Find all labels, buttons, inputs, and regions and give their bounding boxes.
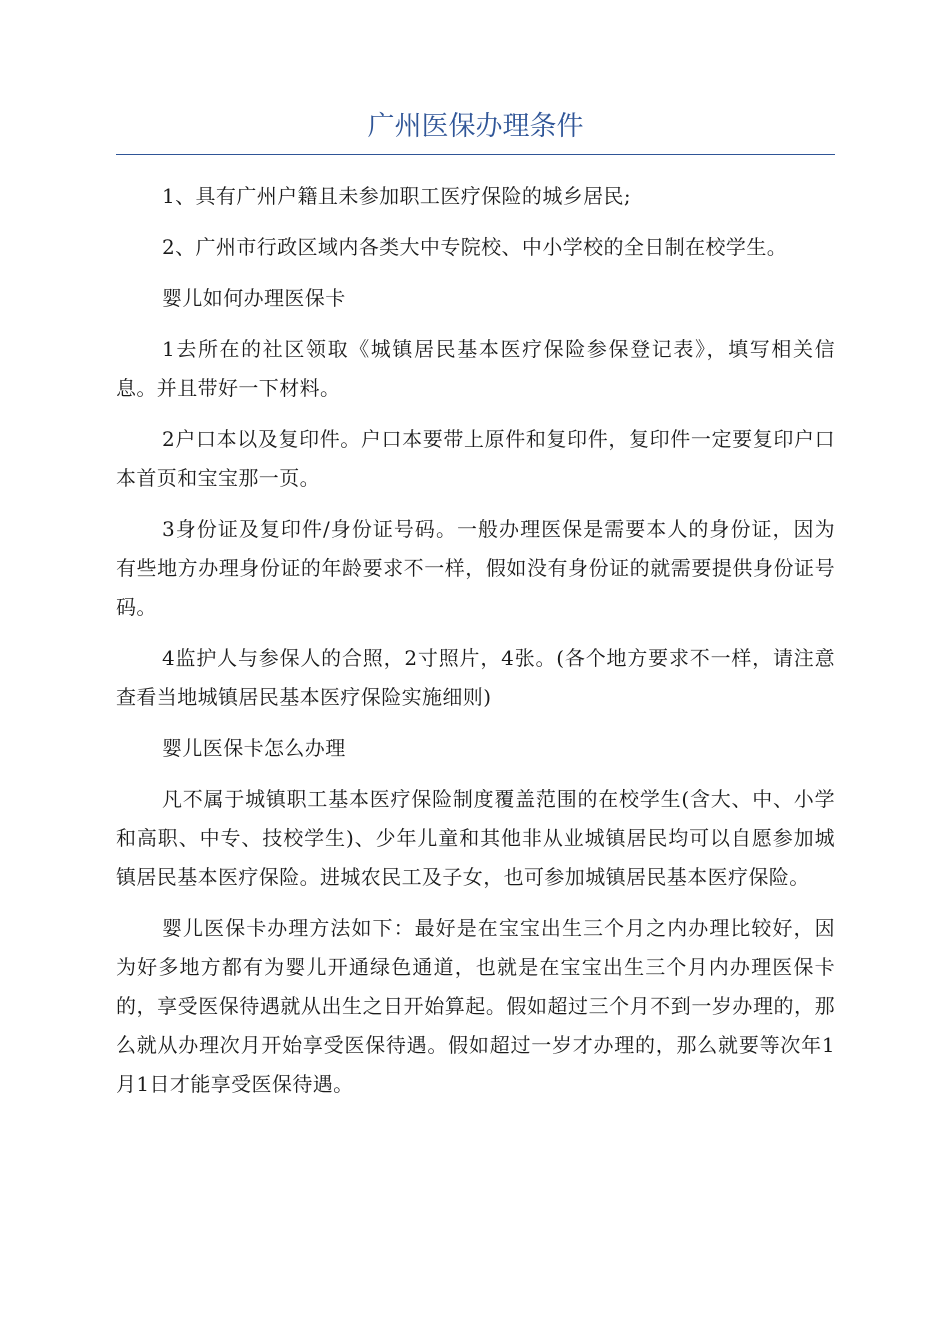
document-title: 广州医保办理条件 bbox=[116, 108, 835, 155]
paragraph-step-3: 3身份证及复印件/身份证号码。一般办理医保是需要本人的身份证，因为有些地方办理身份证的年龄要求不一样，假如没有身份证的就需要提供身份证号码。 bbox=[116, 517, 835, 619]
section-heading-infant-card: 婴儿如何办理医保卡 bbox=[162, 286, 346, 310]
paragraph-condition-1: 1、具有广州户籍且未参加职工医疗保险的城乡居民; bbox=[162, 184, 632, 208]
paragraph-condition-2: 2、广州市行政区域内各类大中专院校、中小学校的全日制在校学生。 bbox=[162, 235, 788, 259]
paragraph-method: 婴儿医保卡办理方法如下：最好是在宝宝出生三个月之内办理比较好，因为好多地方都有为婴儿开通绿色通道，也就是在宝宝出生三个月内办理医保卡的，享受医保待遇就从出生之日开始算起。假如超过三个月不到一岁办理的，那么就从办理次月开始享受医保待遇。假如超过一岁才办理的，那么就要等次年1月1日才能享受医保待遇。 bbox=[116, 916, 835, 1096]
document-page bbox=[116, 108, 835, 1116]
paragraph-eligibility: 凡不属于城镇职工基本医疗保险制度覆盖范围的在校学生(含大、中、小学和高职、中专、技校学生)、少年儿童和其他非从业城镇居民均可以自愿参加城镇居民基本医疗保险。进城农民工及子女，也可参加城镇居民基本医疗保险。 bbox=[116, 787, 835, 889]
document-body bbox=[116, 177, 835, 1104]
paragraph-step-1: 1去所在的社区领取《城镇居民基本医疗保险参保登记表》，填写相关信息。并且带好一下材料。 bbox=[116, 337, 835, 400]
section-heading-how-to: 婴儿医保卡怎么办理 bbox=[162, 736, 346, 760]
paragraph-step-4: 4监护人与参保人的合照，2寸照片，4张。(各个地方要求不一样，请注意查看当地城镇居民基本医疗保险实施细则) bbox=[116, 646, 835, 709]
paragraph-step-2: 2户口本以及复印件。户口本要带上原件和复印件，复印件一定要复印户口本首页和宝宝那一页。 bbox=[116, 427, 835, 490]
